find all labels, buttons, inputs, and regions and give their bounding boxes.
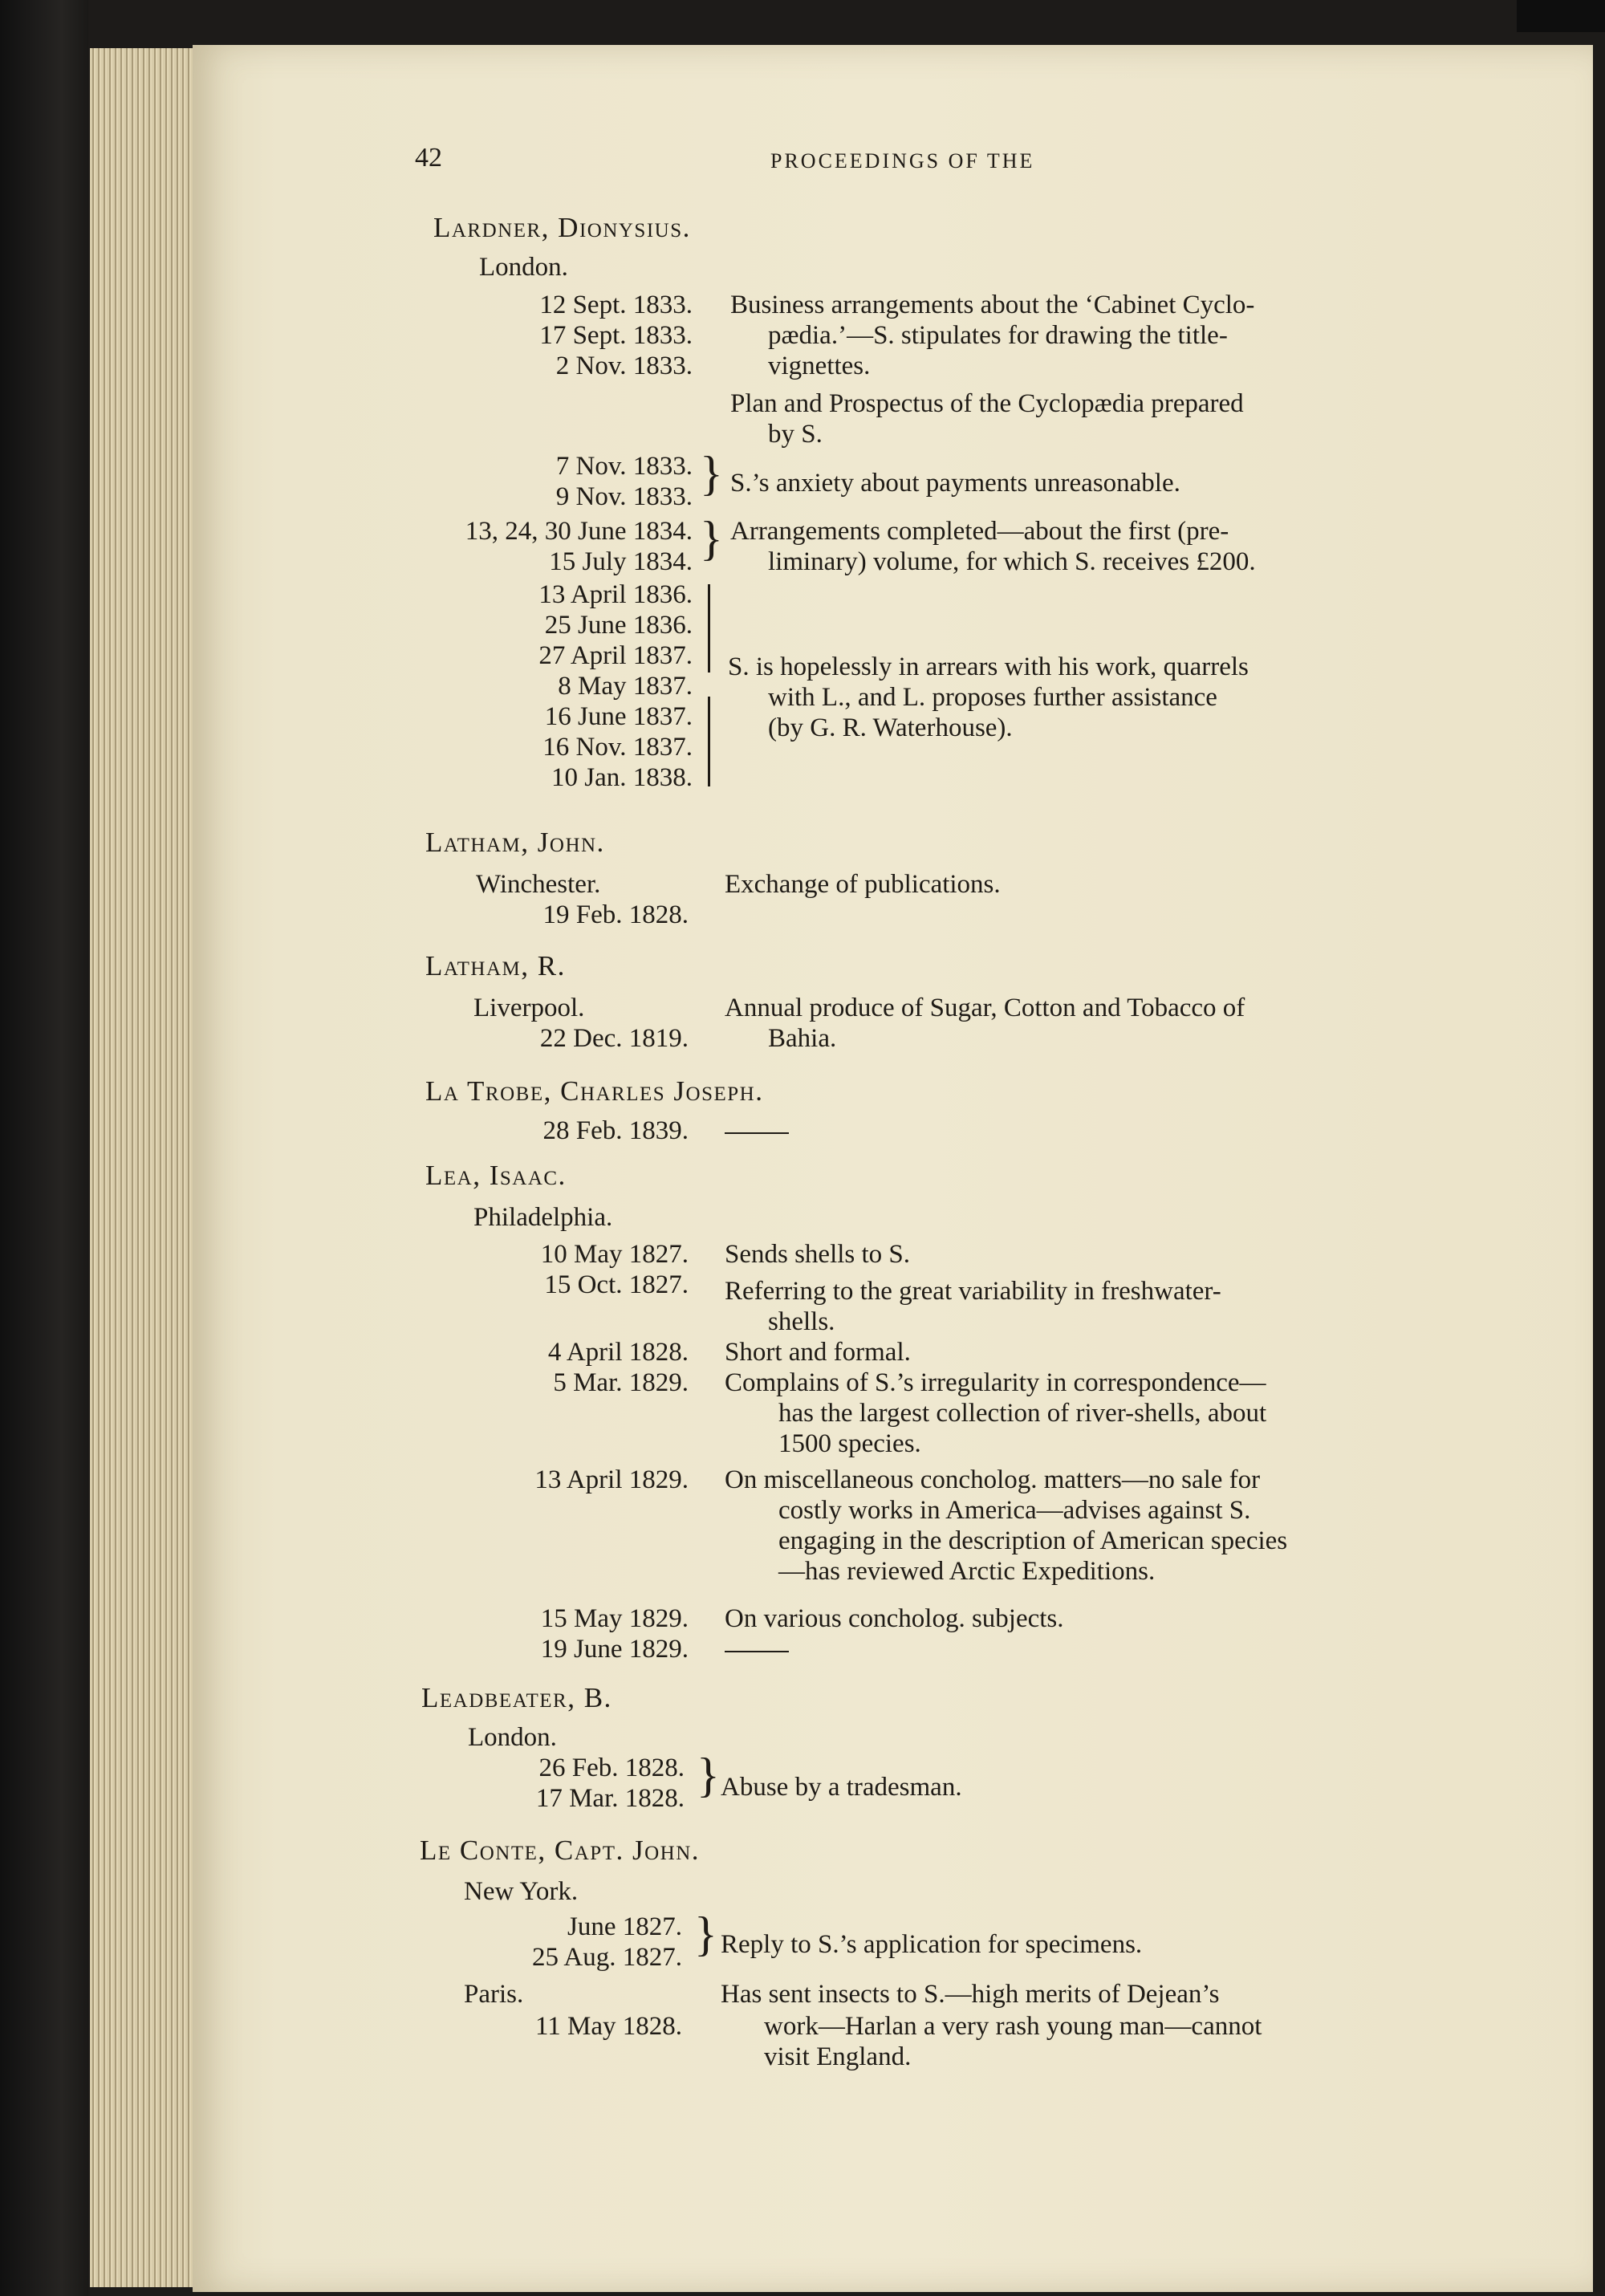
entry-date: 13 April 1829. <box>534 1465 689 1494</box>
entry-date: 16 June 1837. <box>544 702 693 731</box>
entry-text: Annual produce of Sugar, Cotton and Tobacco of <box>725 994 1245 1022</box>
entry-date: 13, 24, 30 June 1834. <box>465 517 693 546</box>
page-edges <box>90 48 202 2287</box>
running-title: PROCEEDINGS OF THE <box>770 149 1035 173</box>
entry-name: Latham, R. <box>425 950 566 981</box>
entry-date: 26 Feb. 1828. <box>538 1753 685 1782</box>
entry-date: 15 July 1834. <box>549 547 693 576</box>
entry-text: has the largest collection of river-shells, about <box>778 1399 1267 1428</box>
background-corner <box>1517 0 1605 32</box>
entry-date: 8 May 1837. <box>558 672 693 701</box>
entry-text: with L., and L. proposes further assistance <box>768 683 1217 712</box>
entry-date: 15 May 1829. <box>540 1604 689 1633</box>
entry-text: vignettes. <box>768 352 871 380</box>
entry-place: New York. <box>464 1877 579 1906</box>
entry-text: Referring to the great variability in freshwater- <box>725 1277 1221 1306</box>
entry-date: 16 Nov. 1837. <box>542 733 693 762</box>
entry-text: Business arrangements about the ‘Cabinet Cyclo- <box>730 291 1255 319</box>
entry-place: Liverpool. <box>473 994 585 1022</box>
entry-name: La Trobe, Charles Joseph. <box>425 1075 764 1107</box>
entry-text: visit England. <box>764 2042 912 2071</box>
entry-text: Sends shells to S. <box>725 1240 911 1269</box>
entry-text: —has reviewed Arctic Expeditions. <box>778 1557 1156 1586</box>
entry-date: 10 Jan. 1838. <box>551 763 693 792</box>
entry-date: 13 April 1836. <box>538 580 693 609</box>
entry-date: 22 Dec. 1819. <box>539 1024 689 1053</box>
entry-date: 17 Mar. 1828. <box>535 1784 685 1813</box>
entry-date: 25 Aug. 1827. <box>531 1943 682 1972</box>
entry-text: costly works in America—advises against S. <box>778 1496 1251 1525</box>
entry-text: Plan and Prospectus of the Cyclopædia prepared <box>730 389 1244 418</box>
entry-date: 9 Nov. 1833. <box>555 482 693 511</box>
entry-text: On miscellaneous concholog. matters—no sale for <box>725 1465 1261 1494</box>
entry-date: 12 Sept. 1833. <box>539 291 693 319</box>
entry-date: 7 Nov. 1833. <box>555 452 693 481</box>
entry-date: 28 Feb. 1839. <box>542 1116 689 1145</box>
dash-rule <box>725 1132 789 1134</box>
entry-text: by S. <box>768 420 823 449</box>
entry-text: S. is hopelessly in arrears with his work, quarrels <box>728 652 1249 681</box>
entry-date: 27 April 1837. <box>538 641 693 670</box>
entry-text: Exchange of publications. <box>725 870 1001 899</box>
entry-date: June 1827. <box>567 1912 682 1941</box>
dash-rule <box>725 1651 789 1652</box>
entry-date: 10 May 1827. <box>540 1240 689 1269</box>
entry-place: Winchester. <box>476 870 601 899</box>
page-number: 42 <box>415 143 442 173</box>
entry-name: Lardner, Dionysius. <box>433 212 691 243</box>
entry-date: 19 Feb. 1828. <box>542 900 689 929</box>
brace-line <box>708 584 710 673</box>
brace: } <box>700 512 723 565</box>
entry-text: engaging in the description of American species <box>778 1526 1288 1555</box>
entry-text: (by G. R. Waterhouse). <box>768 713 1013 742</box>
entry-date: 15 Oct. 1827. <box>544 1270 689 1299</box>
entry-text: liminary) volume, for which S. receives £200. <box>768 547 1256 576</box>
entry-text: pædia.’—S. stipulates for drawing the title- <box>768 321 1228 350</box>
entry-text: On various concholog. subjects. <box>725 1604 1064 1633</box>
entry-text: shells. <box>768 1307 835 1336</box>
entry-text: S.’s anxiety about payments unreasonable. <box>730 469 1180 498</box>
entry-date: 2 Nov. 1833. <box>555 352 693 380</box>
entry-text: 1500 species. <box>778 1429 921 1458</box>
book-cover-edge <box>0 0 88 2296</box>
brace: } <box>700 447 723 500</box>
entry-text: Abuse by a tradesman. <box>721 1773 962 1802</box>
brace-line <box>708 697 710 786</box>
entry-text: Has sent insects to S.—high merits of Dejean’s <box>721 1980 1220 2009</box>
entry-text: Complains of S.’s irregularity in correspondence— <box>725 1368 1266 1397</box>
entry-name: Leadbeater, B. <box>421 1682 612 1713</box>
entry-place: Philadelphia. <box>473 1203 613 1232</box>
entry-place: London. <box>479 253 568 282</box>
entry-text: Short and formal. <box>725 1338 911 1367</box>
entry-name: Lea, Isaac. <box>425 1160 567 1191</box>
entry-date: 17 Sept. 1833. <box>539 321 693 350</box>
entry-date: 19 June 1829. <box>540 1635 689 1664</box>
brace: } <box>694 1908 717 1961</box>
entry-date: 5 Mar. 1829. <box>553 1368 689 1397</box>
entry-text: Reply to S.’s application for specimens. <box>721 1930 1143 1959</box>
entry-text: work—Harlan a very rash young man—cannot <box>764 2012 1262 2041</box>
entry-date: 25 June 1836. <box>544 611 693 640</box>
brace: } <box>697 1749 720 1802</box>
entry-name: Latham, John. <box>425 827 605 858</box>
entry-date: 11 May 1828. <box>534 2012 682 2041</box>
entry-text: Arrangements completed—about the first (pre- <box>730 517 1229 546</box>
entry-date: 4 April 1828. <box>547 1338 689 1367</box>
entry-name: Le Conte, Capt. John. <box>420 1835 701 1866</box>
entry-text: Bahia. <box>768 1024 837 1053</box>
entry-place: London. <box>468 1723 557 1752</box>
entry-place: Paris. <box>464 1980 524 2009</box>
